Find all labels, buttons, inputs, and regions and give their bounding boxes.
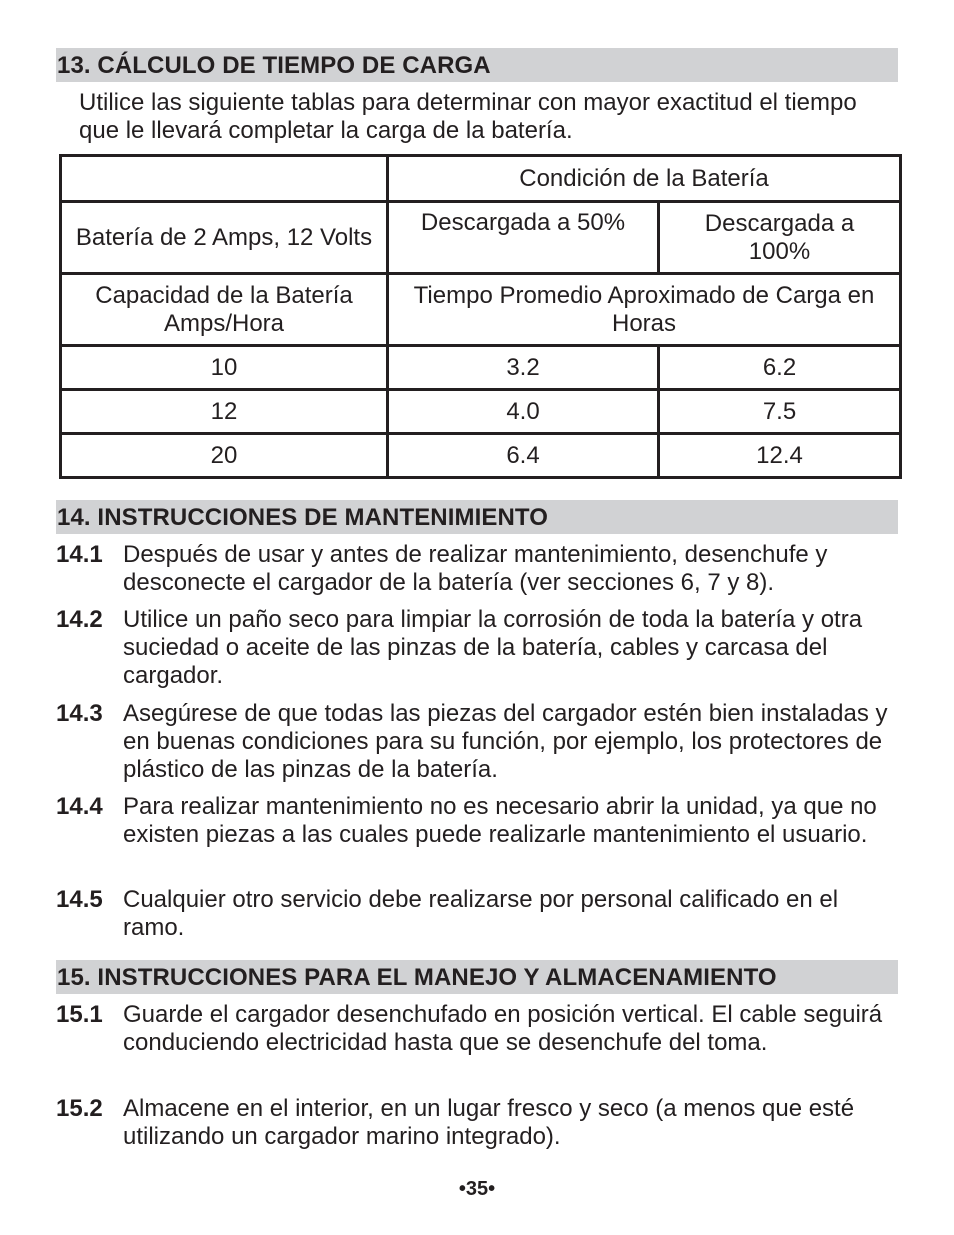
item-number: 15.1: [56, 1001, 103, 1028]
charge-time-table: [59, 154, 902, 479]
item-number: 15.2: [56, 1095, 103, 1122]
table-condition-header: Condición de la Batería: [388, 156, 901, 202]
half-discharge-cell: 3.2: [388, 346, 659, 390]
item-number: 14.3: [56, 700, 103, 727]
item-text: Para realizar mantenimiento no es necesario abrir la unidad, ya que no existen piezas a las cuales puede realizarle mantenimiento el usuario.: [123, 793, 877, 848]
table-capacity-label: Capacidad de la Batería Amps/Hora: [61, 274, 388, 346]
item-text: Almacene en el interior, en un lugar fresco y seco (a menos que esté utilizando un cargador marino integrado).: [123, 1095, 855, 1150]
list-item: [56, 700, 898, 784]
table-header-row: [61, 156, 901, 202]
item-text: Después de usar y antes de realizar mantenimiento, desenchufe y desconecte el cargador de la batería (ver secciones 6, 7 y 8).: [123, 541, 828, 596]
item-text: Utilice un paño seco para limpiar la corrosión de toda la batería y otra suciedad o aceite de las pinzas de la batería, cables y carcasa del cargador.: [123, 606, 863, 689]
list-item: [56, 1001, 898, 1057]
capacity-cell: 12: [61, 390, 388, 434]
table-row: [61, 434, 901, 478]
item-text: Guarde el cargador desenchufado en posición vertical. El cable seguirá conduciendo electricidad hasta que se desenchufe del toma.: [123, 1001, 883, 1056]
list-item: [56, 606, 898, 690]
page-number: •35•: [458, 1178, 496, 1200]
table-row: [61, 390, 901, 434]
capacity-cell: 20: [61, 434, 388, 478]
list-item: [56, 541, 898, 597]
list-item: [56, 886, 898, 942]
table-time-label: Tiempo Promedio Aproximado de Carga en Horas: [388, 274, 901, 346]
table-label-row: [61, 274, 901, 346]
full-discharge-cell: 6.2: [659, 346, 901, 390]
list-item: [56, 1095, 898, 1151]
item-number: 14.1: [56, 541, 103, 568]
capacity-cell: 10: [61, 346, 388, 390]
table-empty-cell: [61, 156, 388, 202]
item-number: 14.5: [56, 886, 103, 913]
item-number: 14.2: [56, 606, 103, 633]
table-subheader-row: [61, 202, 901, 274]
half-discharge-cell: 6.4: [388, 434, 659, 478]
table-col-100: Descargada a 100%: [659, 202, 901, 274]
item-number: 14.4: [56, 793, 103, 820]
half-discharge-cell: 4.0: [388, 390, 659, 434]
section-13-intro: Utilice las siguiente tablas para determinar con mayor exactitud el tiempo que le llevará completar la carga de la batería.: [79, 89, 857, 144]
item-text: Asegúrese de que todas las piezas del cargador estén bien instaladas y en buenas condiciones para su función, por ejemplo, los protectores de plástico de las pinzas de la batería.: [123, 700, 888, 783]
table-battery-type: Batería de 2 Amps, 12 Volts: [61, 202, 388, 274]
table-col-50: Descargada a 50%: [388, 202, 659, 274]
section-14-title: 14. INSTRUCCIONES DE MANTENIMIENTO: [56, 500, 898, 534]
list-item: [56, 793, 898, 849]
table-row: [61, 346, 901, 390]
full-discharge-cell: 7.5: [659, 390, 901, 434]
full-discharge-cell: 12.4: [659, 434, 901, 478]
section-13-title: 13. CÁLCULO DE TIEMPO DE CARGA: [56, 48, 898, 82]
section-15-title: 15. INSTRUCCIONES PARA EL MANEJO Y ALMACENAMIENTO: [56, 960, 898, 994]
item-text: Cualquier otro servicio debe realizarse por personal calificado en el ramo.: [123, 886, 839, 941]
